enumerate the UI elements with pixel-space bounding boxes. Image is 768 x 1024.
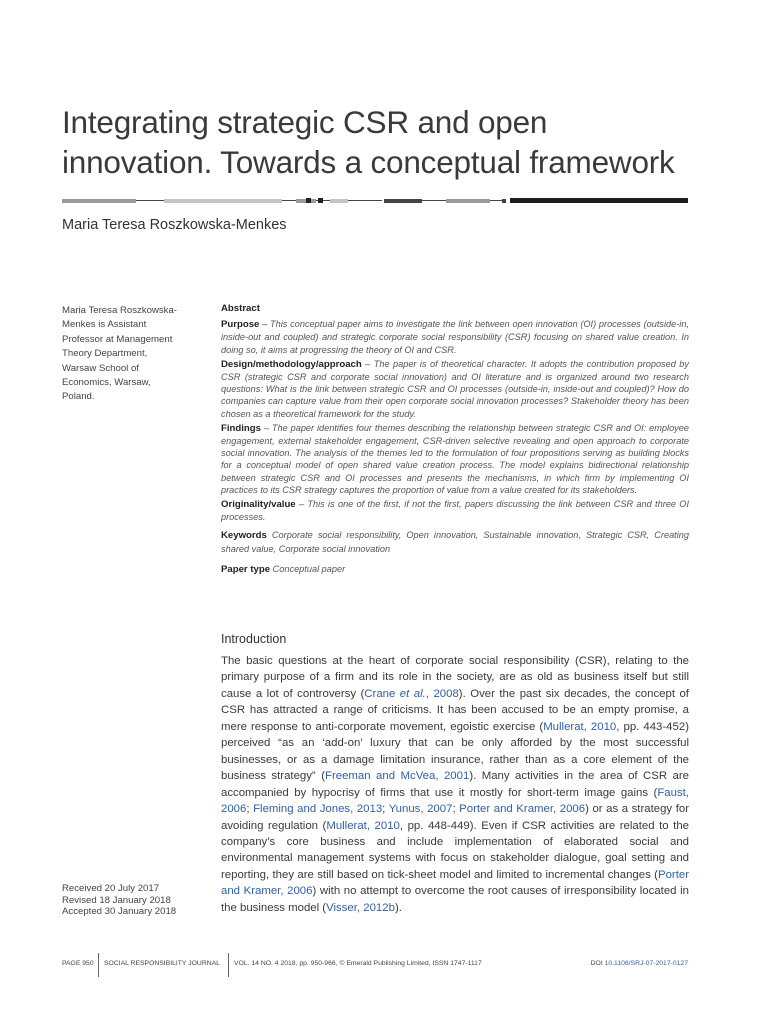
abstract-findings bbox=[221, 422, 689, 496]
citation-link[interactable]: Fleming and Jones, 2013 bbox=[253, 803, 383, 816]
citation-text[interactable]: Crane bbox=[364, 687, 400, 700]
doi bbox=[591, 960, 688, 967]
doi-label: DOI bbox=[590, 960, 603, 967]
citation-link[interactable]: Porter and Kramer, 2006 bbox=[459, 803, 586, 816]
footer-divider bbox=[98, 953, 99, 977]
abstract-design bbox=[221, 358, 689, 420]
page-footer bbox=[62, 953, 688, 977]
purpose-text: This conceptual paper aims to investigate the link between open innovation (OI) processes (outside-in, inside-out and coupled) and strategic corporate social responsibility (CSR) focusing on shared value creation. In doing so, it aims at progressing the theory of OI and CSR. bbox=[221, 319, 689, 355]
body-text: ) or as a strategy for avoiding regulation ( bbox=[221, 803, 689, 832]
author-bio bbox=[62, 304, 192, 405]
citation-link[interactable] bbox=[364, 688, 459, 700]
bio-line: Theory Department, bbox=[62, 348, 148, 360]
body-text: The basic questions at the heart of corporate social responsibility (CSR), relating to the primary purpose of a firm and its role in the society, are as old as business itself but still cause a lot of controversy ( bbox=[221, 655, 689, 700]
volume-info bbox=[234, 960, 482, 967]
abstract-keywords bbox=[221, 529, 689, 554]
dash: – bbox=[260, 422, 272, 433]
citation-link[interactable]: Yunus, 2007 bbox=[388, 803, 453, 816]
footer-divider bbox=[228, 953, 229, 977]
copyright-symbol: © bbox=[339, 960, 345, 967]
received-date: Received 20 July 2017 bbox=[62, 883, 160, 894]
citation-year[interactable]: , 2008 bbox=[425, 687, 459, 700]
keywords-text: Corporate social responsibility, Open innovation, Sustainable innovation, Strategic CSR, Creating shared value, Corporate social innovation bbox=[221, 530, 689, 554]
article-title bbox=[62, 102, 722, 182]
citation-link[interactable]: Mullerat, 2010 bbox=[326, 819, 400, 832]
title-line-2: innovation. Towards a conceptual framework bbox=[62, 144, 675, 180]
originality-label: Originality/value bbox=[221, 499, 296, 511]
findings-label: Findings bbox=[221, 422, 261, 434]
journal-name: SOCIAL RESPONSIBILITY JOURNAL bbox=[104, 960, 220, 967]
design-text: The paper is of theoretical character. It adopts the contribution proposed by CSR (strategic CSR and corporate social innovation) and OI literature and is organized around two research questions: What is the link between strategic CSR and OI processes (outside-in, inside-out and coupled)? How do companies can capture value from their open corporate social innovation processes? Stakeholder theory has been chosen as a theoretical framework for the study. bbox=[221, 358, 690, 419]
bio-line: Poland. bbox=[62, 391, 95, 403]
abstract-heading: Abstract bbox=[221, 303, 260, 314]
body-text: , pp. 448-449). Even if CSR activities are related to the company’s core business and include implementation of elaborated social and environmental management systems with focus on stakeholder dialogue, goal setting and reporting, they are still based on tick-sheet model and limited to incremental changes ( bbox=[221, 819, 689, 881]
citation-link[interactable]: Porter and Kramer, 2006 bbox=[221, 868, 689, 898]
bio-line: Maria Teresa Roszkowska- bbox=[62, 305, 177, 316]
introduction-heading: Introduction bbox=[221, 632, 287, 646]
keywords-label: Keywords bbox=[221, 530, 267, 542]
citation-link[interactable]: Faust, 2006 bbox=[221, 786, 689, 816]
bio-line: Professor at Management bbox=[62, 333, 173, 345]
title-decorative-rule bbox=[62, 198, 688, 204]
body-text: ). Over the past six decades, the concept of CSR has attracted a range of criticisms. It has been accused to be an empty promise, a mere response to anti-corporate movement, egoistic exercise ( bbox=[221, 687, 689, 733]
bio-line: Economics, Warsaw, bbox=[62, 377, 151, 389]
volume-text: VOL. 14 NO. 4 2018, pp. 950-966, bbox=[234, 960, 338, 967]
paper-type-label: Paper type bbox=[221, 563, 271, 575]
publisher-text: Emerald Publishing Limited, ISSN 1747-1117 bbox=[346, 960, 482, 967]
dash: – bbox=[361, 358, 374, 369]
bio-line: Warsaw School of bbox=[62, 362, 139, 374]
abstract-paper-type bbox=[221, 563, 689, 576]
findings-text: The paper identifies four themes describing the relationship between strategic CSR and OI: employee engagement, external stakeholder engagement, CSR-driven selective revealing and open approach to corporate social innovation. The analysis of the themes led to the formulation of four propositions serving as building blocks for a conceptual model of open shared value creation process. The model explains bidirectional relationship between strategic CSR and OI processes and presents the mechanisms, in which firm by implementing OI practices to its CSR strategy captures the proportion of value from a value created for its stakeholders. bbox=[221, 422, 689, 495]
introduction-paragraph bbox=[221, 653, 689, 916]
abstract-originality bbox=[221, 498, 689, 523]
body-text: ; bbox=[246, 803, 254, 816]
doi-link[interactable]: 10.1108/SRJ-07-2017-0127 bbox=[604, 960, 688, 967]
purpose-label: Purpose bbox=[221, 319, 260, 331]
accepted-date: Accepted 30 January 2018 bbox=[62, 906, 177, 917]
body-text: ). Many activities in the area of CSR are accompanied by hypocrisy of firms that use it mostly for short-term image gains ( bbox=[221, 770, 690, 799]
title-line-1: Integrating strategic CSR and open bbox=[62, 104, 548, 140]
page-number: PAGE 950 bbox=[62, 960, 94, 967]
abstract-block bbox=[221, 303, 689, 578]
citation-link[interactable]: Freeman and McVea, 2001 bbox=[325, 770, 470, 783]
body-text: ) with no attempt to overcome the root causes of irresponsibility located in the business model ( bbox=[221, 885, 689, 914]
citation-link[interactable]: Visser, 2012b bbox=[326, 901, 395, 914]
abstract-purpose bbox=[221, 318, 689, 356]
body-text: ; bbox=[452, 803, 460, 816]
dash: – bbox=[259, 319, 271, 330]
dash: – bbox=[295, 499, 308, 510]
design-label: Design/methodology/approach bbox=[221, 358, 362, 370]
body-text: , pp. 443-452) perceived “as an ‘add-on’ luxury that can be only afforded by the most successful businesses, or as a damage limitation insurance, rather than as a core element of the business strategy” ( bbox=[221, 720, 689, 783]
body-text: ). bbox=[394, 901, 402, 914]
revised-date: Revised 18 January 2018 bbox=[62, 894, 171, 906]
author-name: Maria Teresa Roszkowska-Menkes bbox=[62, 217, 287, 233]
body-text: ; bbox=[382, 803, 389, 816]
bio-line: Menkes is Assistant bbox=[62, 319, 147, 331]
citation-link[interactable]: Mullerat, 2010 bbox=[543, 720, 617, 733]
paper-type-text: Conceptual paper bbox=[272, 563, 346, 574]
originality-text: This is one of the first, if not the first, papers discussing the link between CSR and three OI processes. bbox=[221, 499, 689, 523]
article-history bbox=[62, 883, 176, 918]
citation-etal[interactable]: et al. bbox=[399, 687, 426, 700]
